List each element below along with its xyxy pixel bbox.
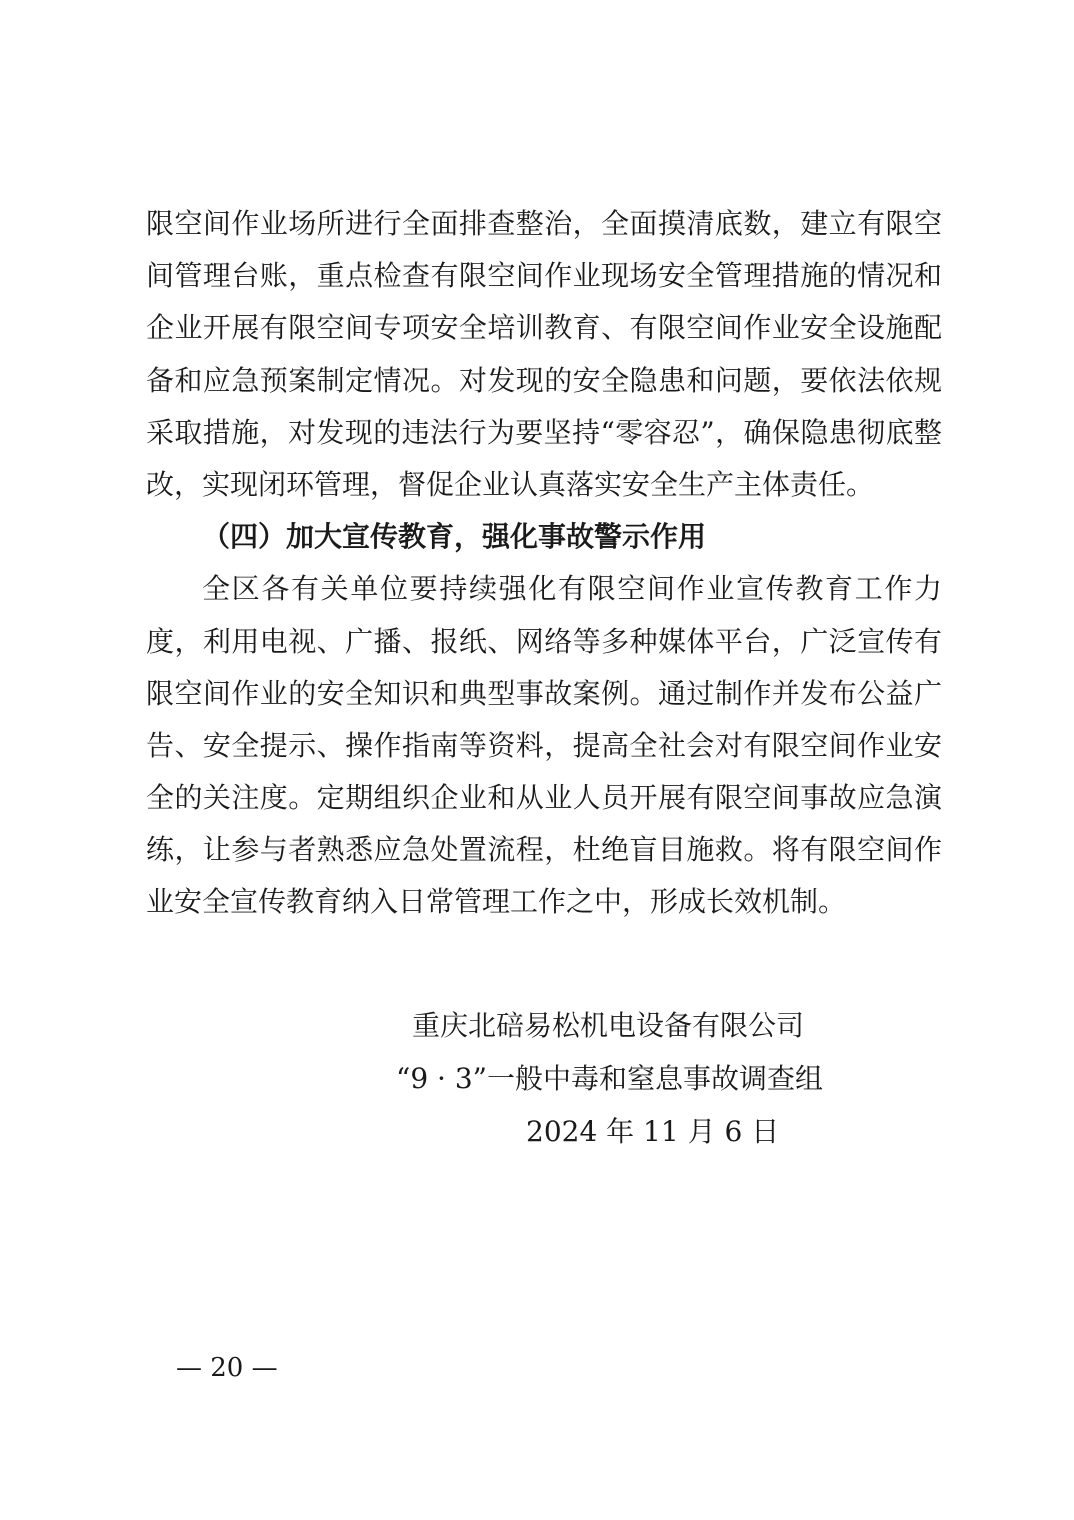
page-number: — 20 — — [176, 1353, 278, 1383]
paragraph-line: 改，实现闭环管理，督促企业认真落实安全生产主体责任。 — [146, 467, 875, 501]
paragraph-line: 限空间作业场所进行全面排查整治，全面摸清底数，建立有限空 — [146, 207, 942, 240]
paragraph-line: 限空间作业的安全知识和典型事故案例。通过制作并发布公益广 — [146, 676, 942, 710]
signature-investigation-group: “9 · 3”一般中毒和窒息事故调查组 — [396, 1062, 823, 1095]
paragraph-line: 全区各有关单位要持续强化有限空间作业宣传教育工作力 — [202, 572, 942, 606]
signature-date: 2024 年 11 月 6 日 — [526, 1115, 780, 1148]
paragraph-line: 练，让参与者熟悉应急处置流程，杜绝盲目施救。将有限空间作 — [146, 833, 942, 867]
paragraph-line: 企业开展有限空间专项安全培训教育、有限空间作业安全设施配 — [146, 311, 942, 345]
paragraph-line: 业安全宣传教育纳入日常管理工作之中，形成长效机制。 — [146, 885, 847, 919]
paragraph-line: 备和应急预案制定情况。对发现的安全隐患和问题，要依法依规 — [146, 363, 942, 397]
document-body — [146, 198, 942, 929]
section-heading: （四）加大宣传教育，强化事故警示作用 — [202, 520, 707, 554]
paragraph-line: 告、安全提示、操作指南等资料，提高全社会对有限空间作业安 — [146, 728, 942, 762]
paragraph-line: 采取措施，对发现的违法行为要坚持“零容忍”，确保隐患彻底整 — [146, 415, 942, 449]
paragraph-line: 间管理台账，重点检查有限空间作业现场安全管理措施的情况和 — [146, 259, 942, 293]
signature-organization: 重庆北碚易松机电设备有限公司 — [412, 1009, 805, 1042]
paragraph-line: 全的关注度。定期组织企业和从业人员开展有限空间事故应急演 — [146, 781, 942, 815]
paragraph-line: 度，利用电视、广播、报纸、网络等多种媒体平台，广泛宣传有 — [146, 624, 942, 658]
